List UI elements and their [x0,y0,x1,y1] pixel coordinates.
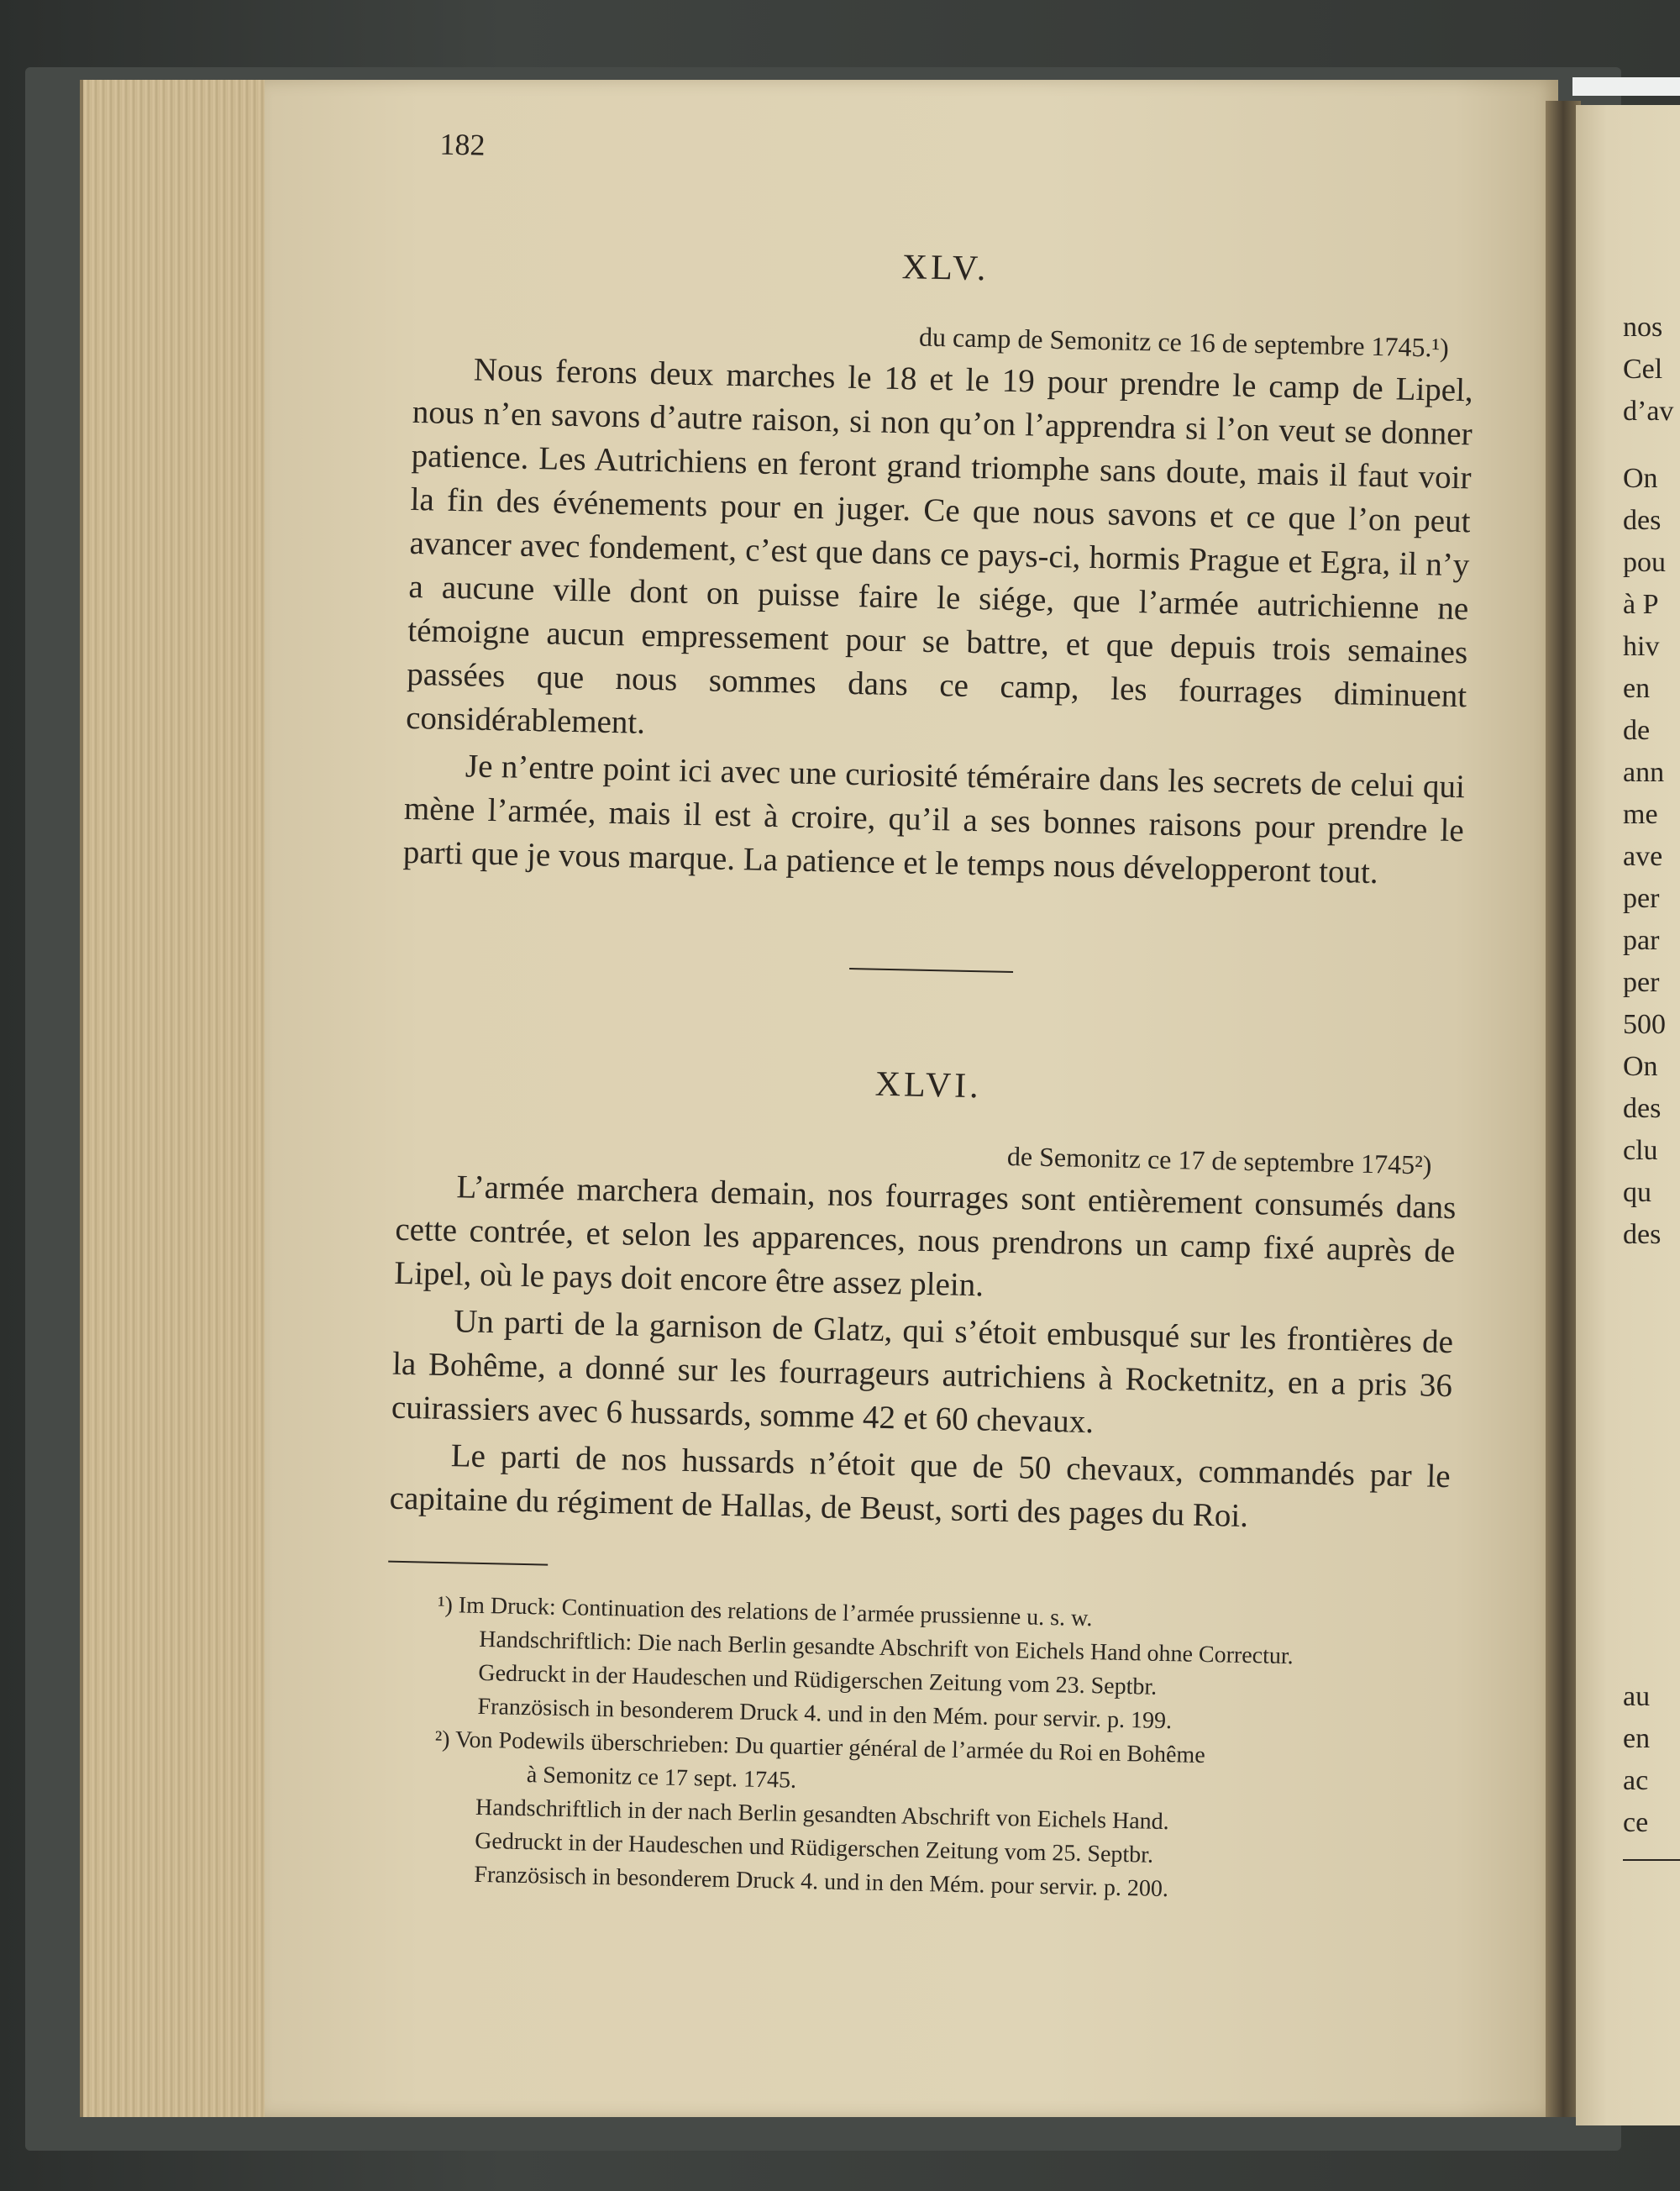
paragraph: Le parti de nos hussards n’étoit que de 50 chevaux, commandés par le capitaine du régiment de Hallas, de Beust, sorti des pages du Roi. [389,1437,1452,1535]
text-fragment: des [1623,1219,1662,1250]
section-xlvi [389,1054,1458,1542]
text-fragment: per [1623,967,1660,998]
text-fragment: pou [1623,547,1666,578]
right-page-text [1623,307,1680,1861]
text-fragment: ave [1623,841,1663,872]
footnote-line: Handschriftlich in der nach Berlin gesandten Abschrift von Eichels Hand. [475,1794,1170,1836]
footnote-line: Von Podewils überschrieben: Du quartier général de l’armée du Roi en Bohême [454,1726,1206,1769]
section-divider [849,968,1013,973]
paragraph: Je n’entre point ici avec une curiosité téméraire dans les secrets de celui qui mène l’armée, mais il est à croire, qu’il a ses bonnes raisons pour prendre le parti que je vous marque. La patience et le temps nous développeront tout. [402,748,1466,891]
footnote-line: Gedruckt in der Haudeschen und Rüdigerschen Zeitung vom 23. Septbr. [478,1659,1158,1700]
text-fragment: en [1623,1723,1651,1754]
text-fragment: d’av [1623,396,1674,427]
text-fragment: des [1623,1093,1662,1124]
page-edges [80,80,276,2117]
text-fragment: On [1623,463,1658,494]
footnote-line: Handschriftlich: Die nach Berlin gesandte Abschrift von Eichels Hand ohne Correctur. [478,1626,1294,1670]
text-fragment: ann [1623,757,1665,788]
text-fragment: en [1623,673,1651,704]
footnote-line: Französisch in besonderem Druck 4. und in den Mém. pour servir. p. 199. [477,1693,1173,1735]
text-fragment: à P [1623,589,1659,620]
text-fragment: par [1623,925,1660,956]
right-page-rule [1623,1859,1680,1861]
footnote-1 [385,1588,1447,1744]
text-fragment: On [1623,1051,1658,1082]
footnote-line: Gedruckt in der Haudeschen und Rüdigerschen Zeitung vom 25. Septbr. [474,1827,1154,1868]
footnote-marker: ²) [434,1726,450,1753]
page-number: 182 [439,127,486,162]
footnote-marker: ¹) [437,1591,454,1619]
section-heading: XLV. [901,248,990,289]
section-xlv [402,237,1476,896]
text-fragment: 500 [1623,1009,1666,1040]
text-fragment: qu [1623,1177,1651,1208]
text-fragment: ac [1623,1765,1649,1796]
text-fragment: ce [1623,1807,1649,1838]
text-fragment: des [1623,505,1662,536]
paragraph: Un parti de la garnison de Glatz, qui s’étoit embusqué sur les frontières de la Bohême, a donné sur les fourrageurs autrichiens à Rocketnitz, en a pris 36 cuirassiers avec 6 hussards, somme 42 et 60 chevaux. [391,1303,1454,1441]
footnote-line: à Semonitz ce 17 sept. 1745. [526,1762,797,1794]
section-heading: XLVI. [874,1064,983,1106]
text-fragment: me [1623,799,1658,830]
dateline: de Semonitz ce 17 de septembre 1745²) [1006,1140,1432,1180]
footnote-line: Französisch in besonderem Druck 4. und in den Mém. pour servir. p. 200. [474,1861,1169,1903]
paragraph: L’armée marchera demain, nos fourrages sont entièrement consumés dans cette contrée, et selon les apparences, nous prendrons un camp fixé auprès de Lipel, où le pays doit encore être assez plein. [393,1169,1457,1304]
text-fragment: Cel [1623,354,1663,385]
text-fragment: hiv [1623,631,1660,662]
page-marker-strip [1572,77,1680,96]
text-fragment: clu [1623,1135,1658,1166]
footnote-line: Im Druck: Continuation des relations de l’armée prussienne u. s. w. [458,1592,1093,1632]
footnote-2 [381,1722,1445,1912]
text-fragment: per [1623,883,1660,914]
footnote-rule [388,1561,548,1566]
dateline: du camp de Semonitz ce 16 de septembre 1745.¹) [918,321,1450,363]
paragraph: Nous ferons deux marches le 18 et le 19 pour prendre le camp de Lipel, nous n’en savons d’autre raison, si non qu’on l’apprendra si l’on veut se donner patience. Les Autrichiens en feront grand triomphe sans doute, mais il faut voir la fin des événements pour en juger. Ce que nous savons et ce que l’on peut avancer avec fondement, c’est que dans ce pays-ci, hormis Prague et Egra, il n’y a aucune ville dont on puisse faire le siége, que l’armée autrichienne ne témoigne aucun empressement pour se battre, et que depuis trois semaines passées que nous sommes dans ce camp, les fourrages diminuent considérablement. [405,351,1474,741]
text-fragment: nos [1623,312,1663,343]
text-fragment: de [1623,715,1651,746]
page-content [381,126,1478,1912]
text-fragment: au [1623,1681,1651,1712]
footnotes [381,1588,1447,1912]
